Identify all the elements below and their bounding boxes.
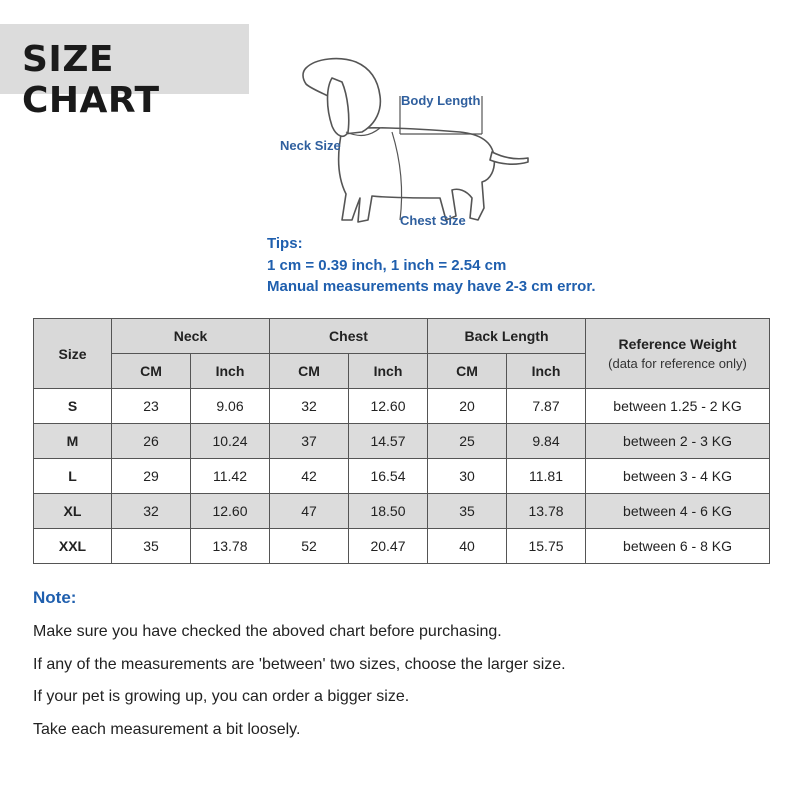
- size-header: Size: [34, 319, 112, 389]
- unit-inch: Inch: [507, 354, 586, 389]
- back-cm-cell: 25: [428, 424, 507, 459]
- chest-cm-cell: 42: [270, 459, 349, 494]
- table-row: [34, 529, 770, 564]
- note-line: Take each measurement a bit loosely.: [33, 721, 301, 738]
- table-row: [34, 424, 770, 459]
- weight-cell: between 4 - 6 KG: [586, 494, 770, 529]
- unit-cm: CM: [428, 354, 507, 389]
- tips-heading: Tips:: [267, 235, 303, 252]
- chest-header: Chest: [270, 319, 428, 354]
- unit-cm: CM: [112, 354, 191, 389]
- neck-header: Neck: [112, 319, 270, 354]
- note-line: Make sure you have checked the aboved chart before purchasing.: [33, 623, 502, 640]
- neck-cm-cell: 29: [112, 459, 191, 494]
- back-inch-cell: 11.81: [507, 459, 586, 494]
- chest-size-label: Chest Size: [400, 213, 466, 228]
- note-line: If your pet is growing up, you can order a bigger size.: [33, 688, 410, 705]
- back-cm-cell: 40: [428, 529, 507, 564]
- note-line: If any of the measurements are 'between' two sizes, choose the larger size.: [33, 656, 566, 673]
- chest-inch-cell: 16.54: [349, 459, 428, 494]
- body-length-label: Body Length: [401, 93, 481, 108]
- chest-inch-cell: 14.57: [349, 424, 428, 459]
- reference-weight-title: Reference Weight: [618, 336, 737, 352]
- table-row: [34, 389, 770, 424]
- neck-inch-cell: 13.78: [191, 529, 270, 564]
- neck-inch-cell: 12.60: [191, 494, 270, 529]
- table-row: [34, 459, 770, 494]
- back-cm-cell: 20: [428, 389, 507, 424]
- reference-weight-header: [586, 319, 770, 389]
- neck-inch-cell: 11.42: [191, 459, 270, 494]
- neck-cm-cell: 26: [112, 424, 191, 459]
- neck-cm-cell: 35: [112, 529, 191, 564]
- back-cm-cell: 35: [428, 494, 507, 529]
- chest-cm-cell: 37: [270, 424, 349, 459]
- neck-size-label: Neck Size: [280, 138, 341, 153]
- note-heading: Note:: [33, 588, 77, 607]
- back-inch-cell: 13.78: [507, 494, 586, 529]
- chest-inch-cell: 12.60: [349, 389, 428, 424]
- neck-cm-cell: 32: [112, 494, 191, 529]
- weight-cell: between 1.25 - 2 KG: [586, 389, 770, 424]
- neck-cm-cell: 23: [112, 389, 191, 424]
- back-inch-cell: 9.84: [507, 424, 586, 459]
- neck-inch-cell: 10.24: [191, 424, 270, 459]
- tips-block: [267, 233, 596, 298]
- size-cell: S: [34, 389, 112, 424]
- tips-conversion: 1 cm = 0.39 inch, 1 inch = 2.54 cm: [267, 256, 507, 274]
- size-cell: L: [34, 459, 112, 494]
- chest-cm-cell: 52: [270, 529, 349, 564]
- chest-inch-cell: 18.50: [349, 494, 428, 529]
- back-inch-cell: 7.87: [507, 389, 586, 424]
- chest-inch-cell: 20.47: [349, 529, 428, 564]
- reference-weight-subtitle: (data for reference only): [608, 356, 747, 371]
- chest-cm-cell: 47: [270, 494, 349, 529]
- table-row: [34, 494, 770, 529]
- unit-inch: Inch: [191, 354, 270, 389]
- chest-cm-cell: 32: [270, 389, 349, 424]
- size-cell: XXL: [34, 529, 112, 564]
- back-inch-cell: 15.75: [507, 529, 586, 564]
- back-length-header: Back Length: [428, 319, 586, 354]
- size-table: [33, 318, 770, 564]
- neck-inch-cell: 9.06: [191, 389, 270, 424]
- unit-inch: Inch: [349, 354, 428, 389]
- weight-cell: between 6 - 8 KG: [586, 529, 770, 564]
- size-cell: M: [34, 424, 112, 459]
- size-cell: XL: [34, 494, 112, 529]
- unit-cm: CM: [270, 354, 349, 389]
- weight-cell: between 3 - 4 KG: [586, 459, 770, 494]
- back-cm-cell: 30: [428, 459, 507, 494]
- title-banner: [0, 24, 249, 121]
- page-title: SIZE CHART: [22, 39, 160, 121]
- tips-error-note: Manual measurements may have 2-3 cm error.: [267, 278, 596, 295]
- weight-cell: between 2 - 3 KG: [586, 424, 770, 459]
